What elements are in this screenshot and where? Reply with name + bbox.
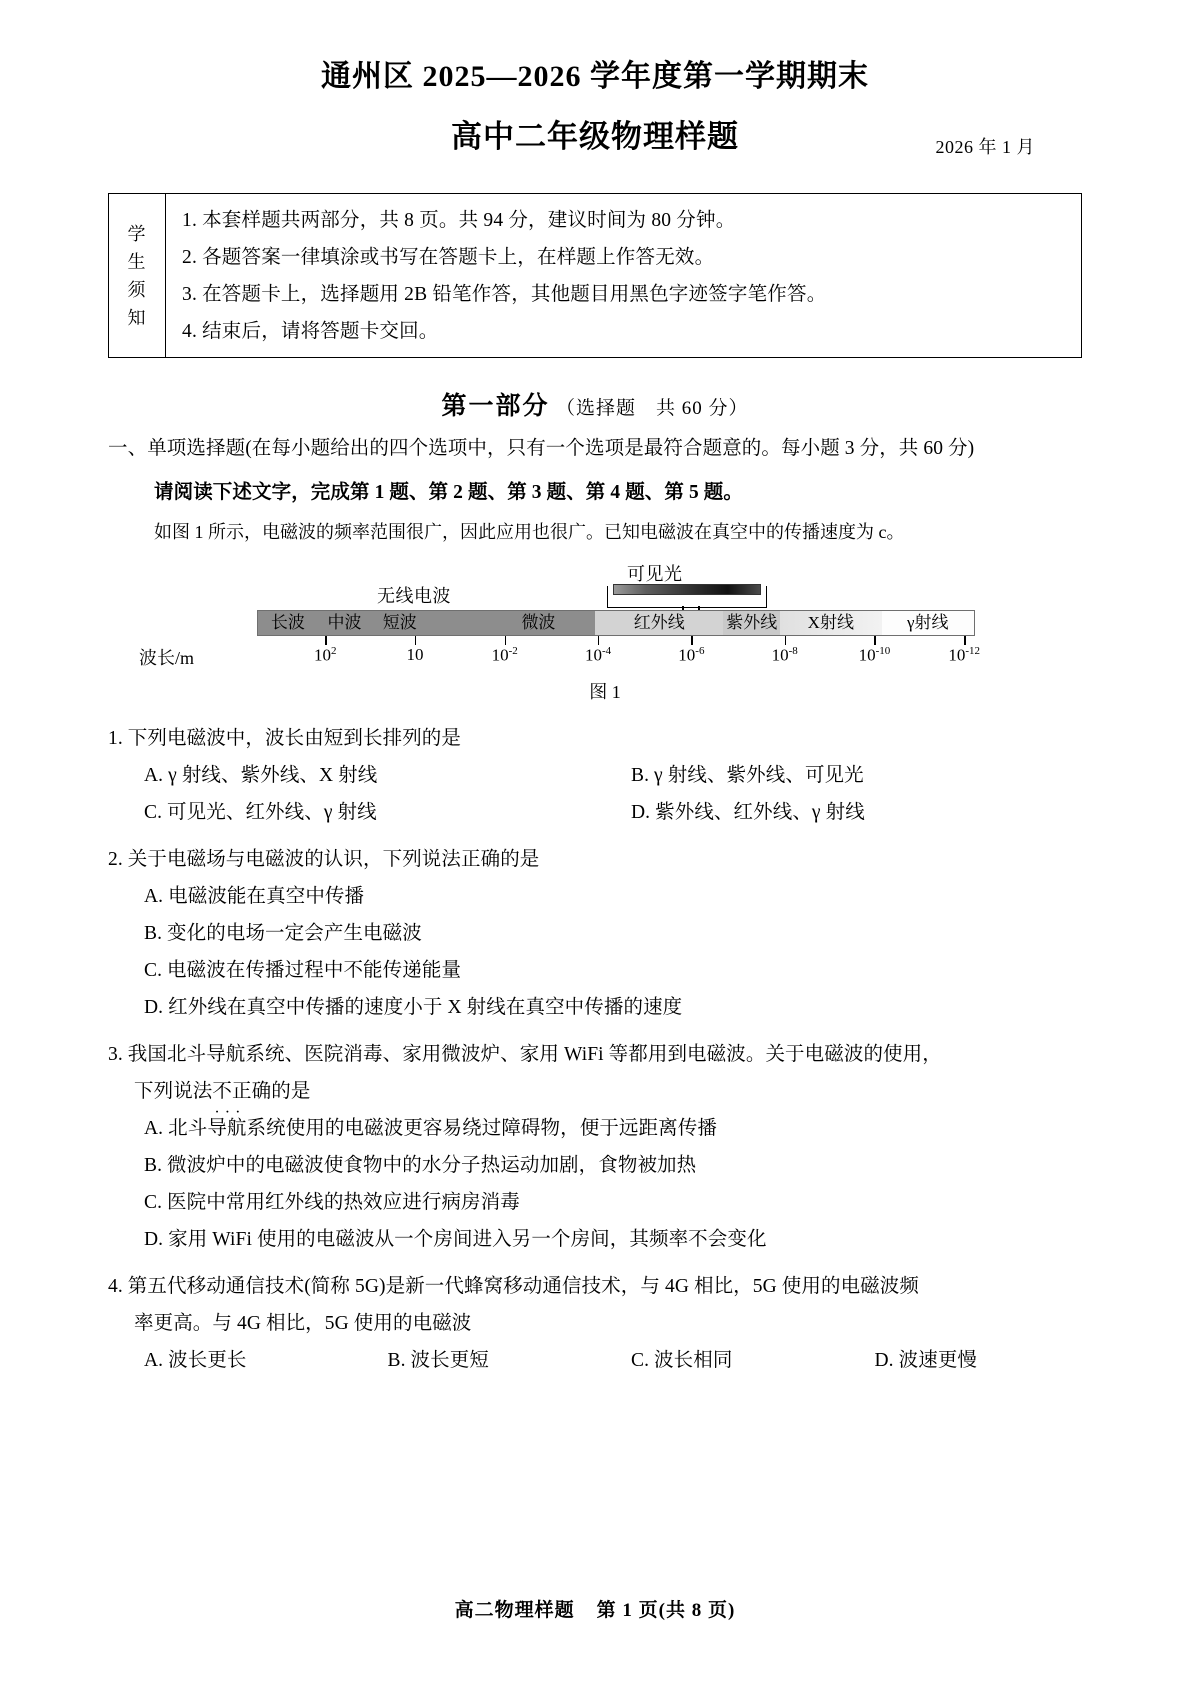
notice-body xyxy=(166,194,1081,357)
axis-tick-8 xyxy=(964,636,965,645)
notice-item-2: 2. 各题答案一律填涂或书写在答题卡上，在样题上作答无效。 xyxy=(182,247,715,268)
question-2 xyxy=(108,841,1082,1026)
footer-subject: 高二物理样题 xyxy=(454,1600,575,1621)
part-subtitle: （选择题 共 60 分） xyxy=(556,398,749,419)
visible-light-label: 可见光 xyxy=(627,564,683,584)
exam-title-row2 xyxy=(0,113,1190,161)
part-heading xyxy=(0,386,1190,422)
axis-tick-label-2: 10 xyxy=(406,645,424,664)
spectrum-segment-6: 红外线 xyxy=(595,611,723,635)
student-notice-box xyxy=(108,193,1082,358)
axis-tick-label-4: $10^{-4}$ xyxy=(584,645,612,665)
reading-passage: 如图 1 所示，电磁波的频率范围很广，因此应用也很广。已知电磁波在真空中的传播速度为 c。 xyxy=(154,522,905,542)
axis-tick-3 xyxy=(505,636,506,645)
page-footer xyxy=(0,1595,1190,1622)
question-3-option-c[interactable]: C. 医院中常用红外线的热效应进行病房消毒 xyxy=(144,1192,520,1213)
question-1 xyxy=(108,720,1082,831)
question-4-option-a[interactable]: A. 波长更长 xyxy=(144,1350,247,1371)
figure-caption: 图 1 xyxy=(589,682,621,702)
wavelength-axis xyxy=(139,636,981,668)
question-1-option-b[interactable]: B. γ 射线、紫外线、可见光 xyxy=(631,765,864,786)
exam-content xyxy=(0,432,1190,1379)
notice-label-char-1: 学 xyxy=(127,223,147,244)
axis-tick-label-1: $10^2$ xyxy=(313,645,337,665)
axis-tick-4 xyxy=(598,636,599,645)
question-3-stem-emphasis: 不正确 ··· xyxy=(212,1081,271,1102)
spectrum-segment-1: 长波 xyxy=(258,611,318,635)
question-1-option-a[interactable]: A. γ 射线、紫外线、X 射线 xyxy=(144,765,378,786)
spectrum-segment-4 xyxy=(428,611,482,635)
footer-page-number: 第 1 页(共 8 页) xyxy=(596,1600,736,1621)
question-3-option-b[interactable]: B. 微波炉中的电磁波使食物中的水分子热运动加剧，食物被加热 xyxy=(144,1155,697,1176)
exam-date: 2026 年 1 月 xyxy=(935,137,1035,157)
spectrum-bar xyxy=(257,610,975,636)
notice-label xyxy=(109,194,166,357)
question-3 xyxy=(108,1036,1082,1258)
spectrum-segment-2: 中波 xyxy=(318,611,372,635)
question-4-option-c[interactable]: C. 波长相同 xyxy=(631,1350,733,1371)
question-4-stem-line2: 率更高。与 4G 相比，5G 使用的电磁波 xyxy=(134,1313,472,1334)
em-spectrum-figure xyxy=(108,560,1082,710)
axis-tick-7 xyxy=(874,636,875,645)
notice-item-4: 4. 结束后，请将答题卡交回。 xyxy=(182,321,439,342)
question-1-option-d[interactable]: D. 紫外线、红外线、γ 射线 xyxy=(631,802,865,823)
question-3-option-d[interactable]: D. 家用 WiFi 使用的电磁波从一个房间进入另一个房间，其频率不会变化 xyxy=(144,1229,767,1250)
axis-tick-6 xyxy=(785,636,786,645)
exam-title-line2: 高中二年级物理样题 xyxy=(451,119,739,154)
exam-title-line1: 通州区 2025—2026 学年度第一学期期末 xyxy=(321,60,869,93)
question-1-option-c[interactable]: C. 可见光、红外线、γ 射线 xyxy=(144,802,377,823)
question-1-options-row-1 xyxy=(108,757,1082,794)
axis-tick-label-3: $10^{-2}$ xyxy=(491,645,518,665)
part-title: 第一部分 xyxy=(441,393,550,420)
question-4 xyxy=(108,1268,1082,1379)
notice-label-char-2: 生 xyxy=(127,251,147,272)
axis-tick-label-5: $10^{-6}$ xyxy=(678,645,705,665)
question-1-options-row-2 xyxy=(108,794,1082,831)
spectrum-segment-3: 短波 xyxy=(371,611,428,635)
axis-tick-5 xyxy=(691,636,692,645)
question-2-option-c[interactable]: C. 电磁波在传播过程中不能传递能量 xyxy=(144,960,462,981)
spectrum-segment-9: γ射线 xyxy=(882,611,974,635)
notice-label-char-4: 知 xyxy=(127,307,147,328)
visible-light-swatch-icon xyxy=(613,584,761,595)
question-4-option-d[interactable]: D. 波速更慢 xyxy=(874,1350,978,1371)
section-heading: 一、单项选择题(在每小题给出的四个选项中，只有一个选项是最符合题意的。每小题 3 分，共 60 分) xyxy=(108,438,975,459)
section-instruction: 请阅读下述文字，完成第 1 题、第 2 题、第 3 题、第 4 题、第 5 题。 xyxy=(154,482,743,503)
axis-tick-1 xyxy=(325,636,326,645)
radio-wave-label: 无线电波 xyxy=(377,586,451,606)
question-1-stem: 1. 下列电磁波中，波长由短到长排列的是 xyxy=(108,728,462,749)
spectrum-segment-8: X射线 xyxy=(780,611,881,635)
question-2-stem: 2. 关于电磁场与电磁波的认识，下列说法正确的是 xyxy=(108,849,540,870)
notice-item-1: 1. 本套样题共两部分，共 8 页。共 94 分，建议时间为 80 分钟。 xyxy=(182,210,736,231)
axis-tick-label-7: $10^{-10}$ xyxy=(858,645,891,665)
axis-tick-label-6: $10^{-8}$ xyxy=(771,645,798,665)
question-2-option-d[interactable]: D. 红外线在真空中传播的速度小于 X 射线在真空中传播的速度 xyxy=(144,997,683,1018)
spectrum-segment-7: 紫外线 xyxy=(723,611,780,635)
axis-tick-2 xyxy=(415,636,416,645)
page-header xyxy=(0,0,1190,161)
wavelength-axis-label: 波长/m xyxy=(139,648,195,668)
question-4-option-b[interactable]: B. 波长更短 xyxy=(387,1350,489,1371)
question-2-option-a[interactable]: A. 电磁波能在真空中传播 xyxy=(144,886,365,907)
spectrum-segment-5: 微波 xyxy=(482,611,595,635)
notice-item-3: 3. 在答题卡上，选择题用 2B 铅笔作答，其他题目用黑色字迹签字笔作答。 xyxy=(182,284,827,305)
question-3-stem-line1: 3. 我国北斗导航系统、医院消毒、家用微波炉、家用 WiFi 等都用到电磁波。关于电磁波的使用， xyxy=(108,1044,942,1065)
question-4-stem-line1: 4. 第五代移动通信技术(简称 5G)是新一代蜂窝移动通信技术，与 4G 相比，5G 使用的电磁波频 xyxy=(108,1276,919,1297)
axis-tick-label-8: $10^{-12}$ xyxy=(948,645,981,665)
question-3-stem-line2 xyxy=(108,1073,1082,1110)
notice-label-char-3: 须 xyxy=(127,279,147,300)
question-2-option-b[interactable]: B. 变化的电场一定会产生电磁波 xyxy=(144,923,422,944)
question-3-stem-post: 的是 xyxy=(271,1081,311,1102)
question-3-option-a[interactable]: A. 北斗导航系统使用的电磁波更容易绕过障碍物，便于远距离传播 xyxy=(144,1118,717,1139)
question-4-options-row xyxy=(108,1342,1082,1379)
question-3-stem-pre: 下列说法 xyxy=(134,1081,213,1102)
